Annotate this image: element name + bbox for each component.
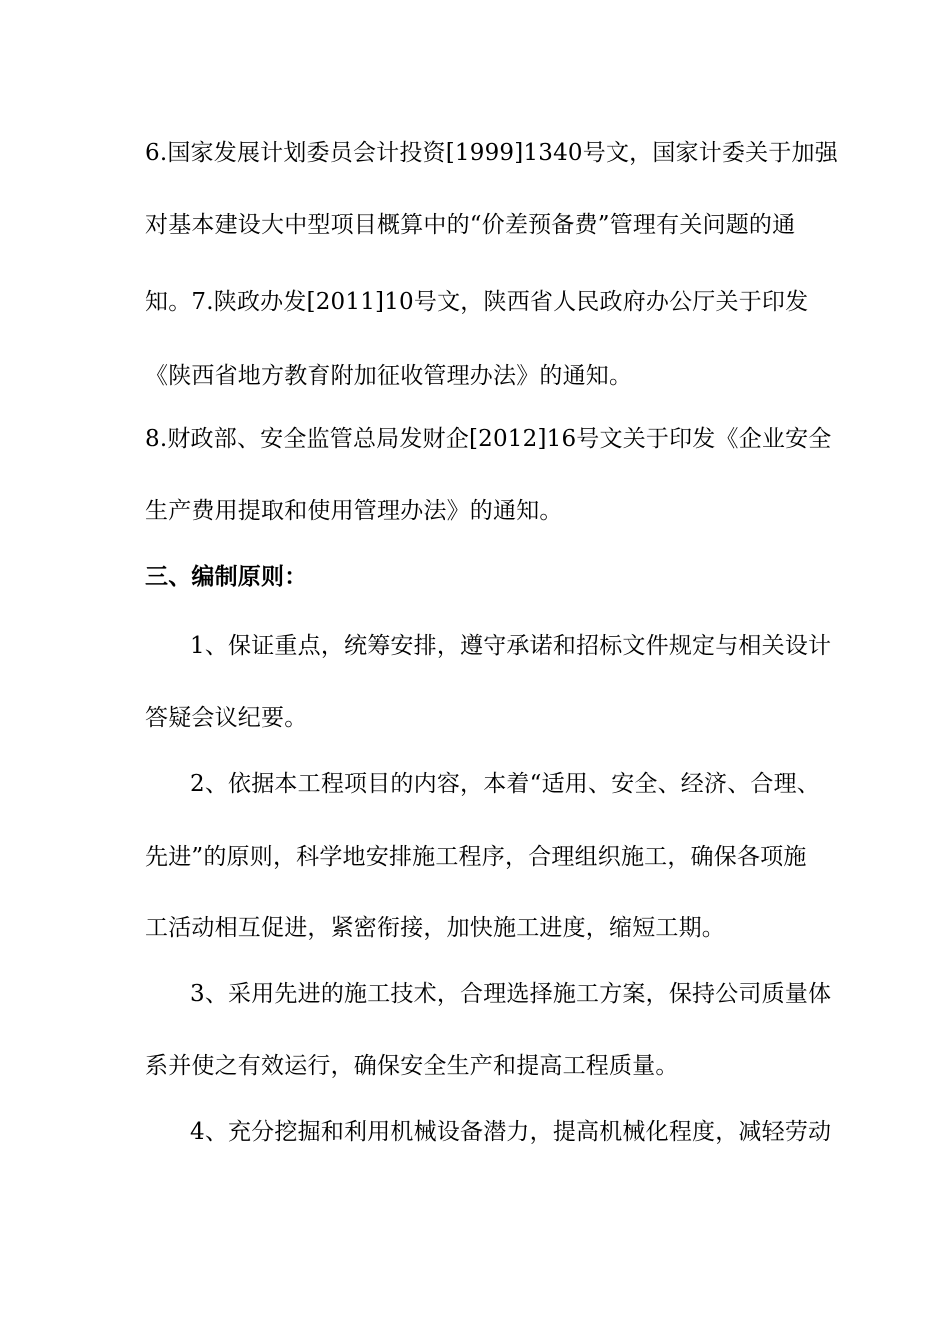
text-line: 《陕西省地方教育附加征收管理办法》的通知。 (145, 363, 633, 389)
text-line: 系并使之有效运行，确保安全生产和提高工程质量。 (145, 1053, 679, 1079)
text-line: 生产费用提取和使用管理办法》的通知。 (145, 498, 563, 524)
text-line: 3、采用先进的施工技术，合理选择施工方案，保持公司质量体 (190, 981, 832, 1007)
text-line: 2、依据本工程项目的内容，本着“适用、安全、经济、合理、 (190, 771, 820, 797)
text-line: 答疑会议纪要。 (145, 705, 308, 731)
text-line: 知。7.陕政办发[2011]10号文，陕西省人民政府办公厅关于印发 (145, 289, 809, 315)
text-line: 对基本建设大中型项目概算中的“价差预备费”管理有关问题的通 (145, 212, 796, 238)
text-line: 先进”的原则，科学地安排施工程序，合理组织施工，确保各项施 (145, 844, 807, 870)
text-line: 1、保证重点，统筹安排，遵守承诺和招标文件规定与相关设计 (190, 633, 832, 659)
text-line: 8.财政部、安全监管总局发财企[2012]16号文关于印发《企业安全 (145, 426, 832, 452)
text-line: 工活动相互促进，紧密衔接，加快施工进度，缩短工期。 (145, 915, 725, 941)
text-line: 6.国家发展计划委员会计投资[1999]1340号文，国家计委关于加强 (145, 140, 838, 166)
section-heading: 三、编制原则： (145, 564, 308, 590)
text-line: 4、充分挖掘和利用机械设备潜力，提高机械化程度，减轻劳动 (190, 1119, 832, 1145)
